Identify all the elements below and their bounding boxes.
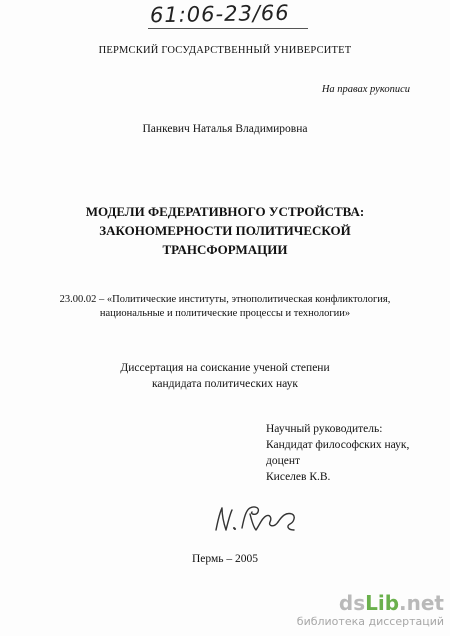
title-line-2: ЗАКОНОМЕРНОСТИ ПОЛИТИЧЕСКОЙ	[99, 223, 351, 238]
city-year: Пермь – 2005	[191, 553, 258, 565]
logo-ds: ds	[338, 591, 366, 615]
supervisor-label: Научный руководитель:	[266, 423, 383, 435]
degree-line-2: кандидата политических наук	[152, 378, 298, 390]
university-name: ПЕРМСКИЙ ГОСУДАРСТВЕННЫЙ УНИВЕРСИТЕТ	[98, 45, 352, 56]
author-name: Панкевич Наталья Владимировна	[142, 123, 308, 135]
supervisor-degree: Кандидат философских наук,	[266, 439, 410, 451]
specialty-line-1: 23.00.02 – «Политические институты, этнополитическая конфликтология,	[59, 294, 391, 305]
title-line-1: МОДЕЛИ ФЕДЕРАТИВНОГО УСТРОЙСТВА:	[85, 204, 365, 219]
degree-line-1: Диссертация на соискание ученой степени	[120, 362, 330, 374]
supervisor-name: Киселев К.В.	[266, 471, 331, 483]
dissertation-title	[0, 202, 450, 259]
specialty-line-2: национальные и политические процессы и технологии»	[99, 308, 351, 319]
handwritten-archive-code: 61:06-23/66	[149, 0, 290, 28]
title-line-3: ТРАНСФОРМАЦИИ	[162, 242, 288, 257]
watermark-subtitle: библиотека диссертаций	[296, 615, 444, 628]
signature-icon	[210, 500, 300, 540]
logo-lib: Lib	[365, 591, 400, 615]
supervisor-rank: доцент	[266, 455, 301, 467]
dslib-logo	[297, 593, 444, 613]
specialty-code	[0, 293, 450, 321]
supervisor-block	[266, 421, 409, 485]
logo-net: .net	[399, 591, 444, 615]
rights-note: На правах рукописи	[321, 84, 410, 95]
handwritten-signature	[210, 500, 300, 545]
handwritten-underline	[148, 28, 308, 29]
dslib-watermark	[297, 593, 444, 628]
degree-statement	[0, 360, 450, 392]
